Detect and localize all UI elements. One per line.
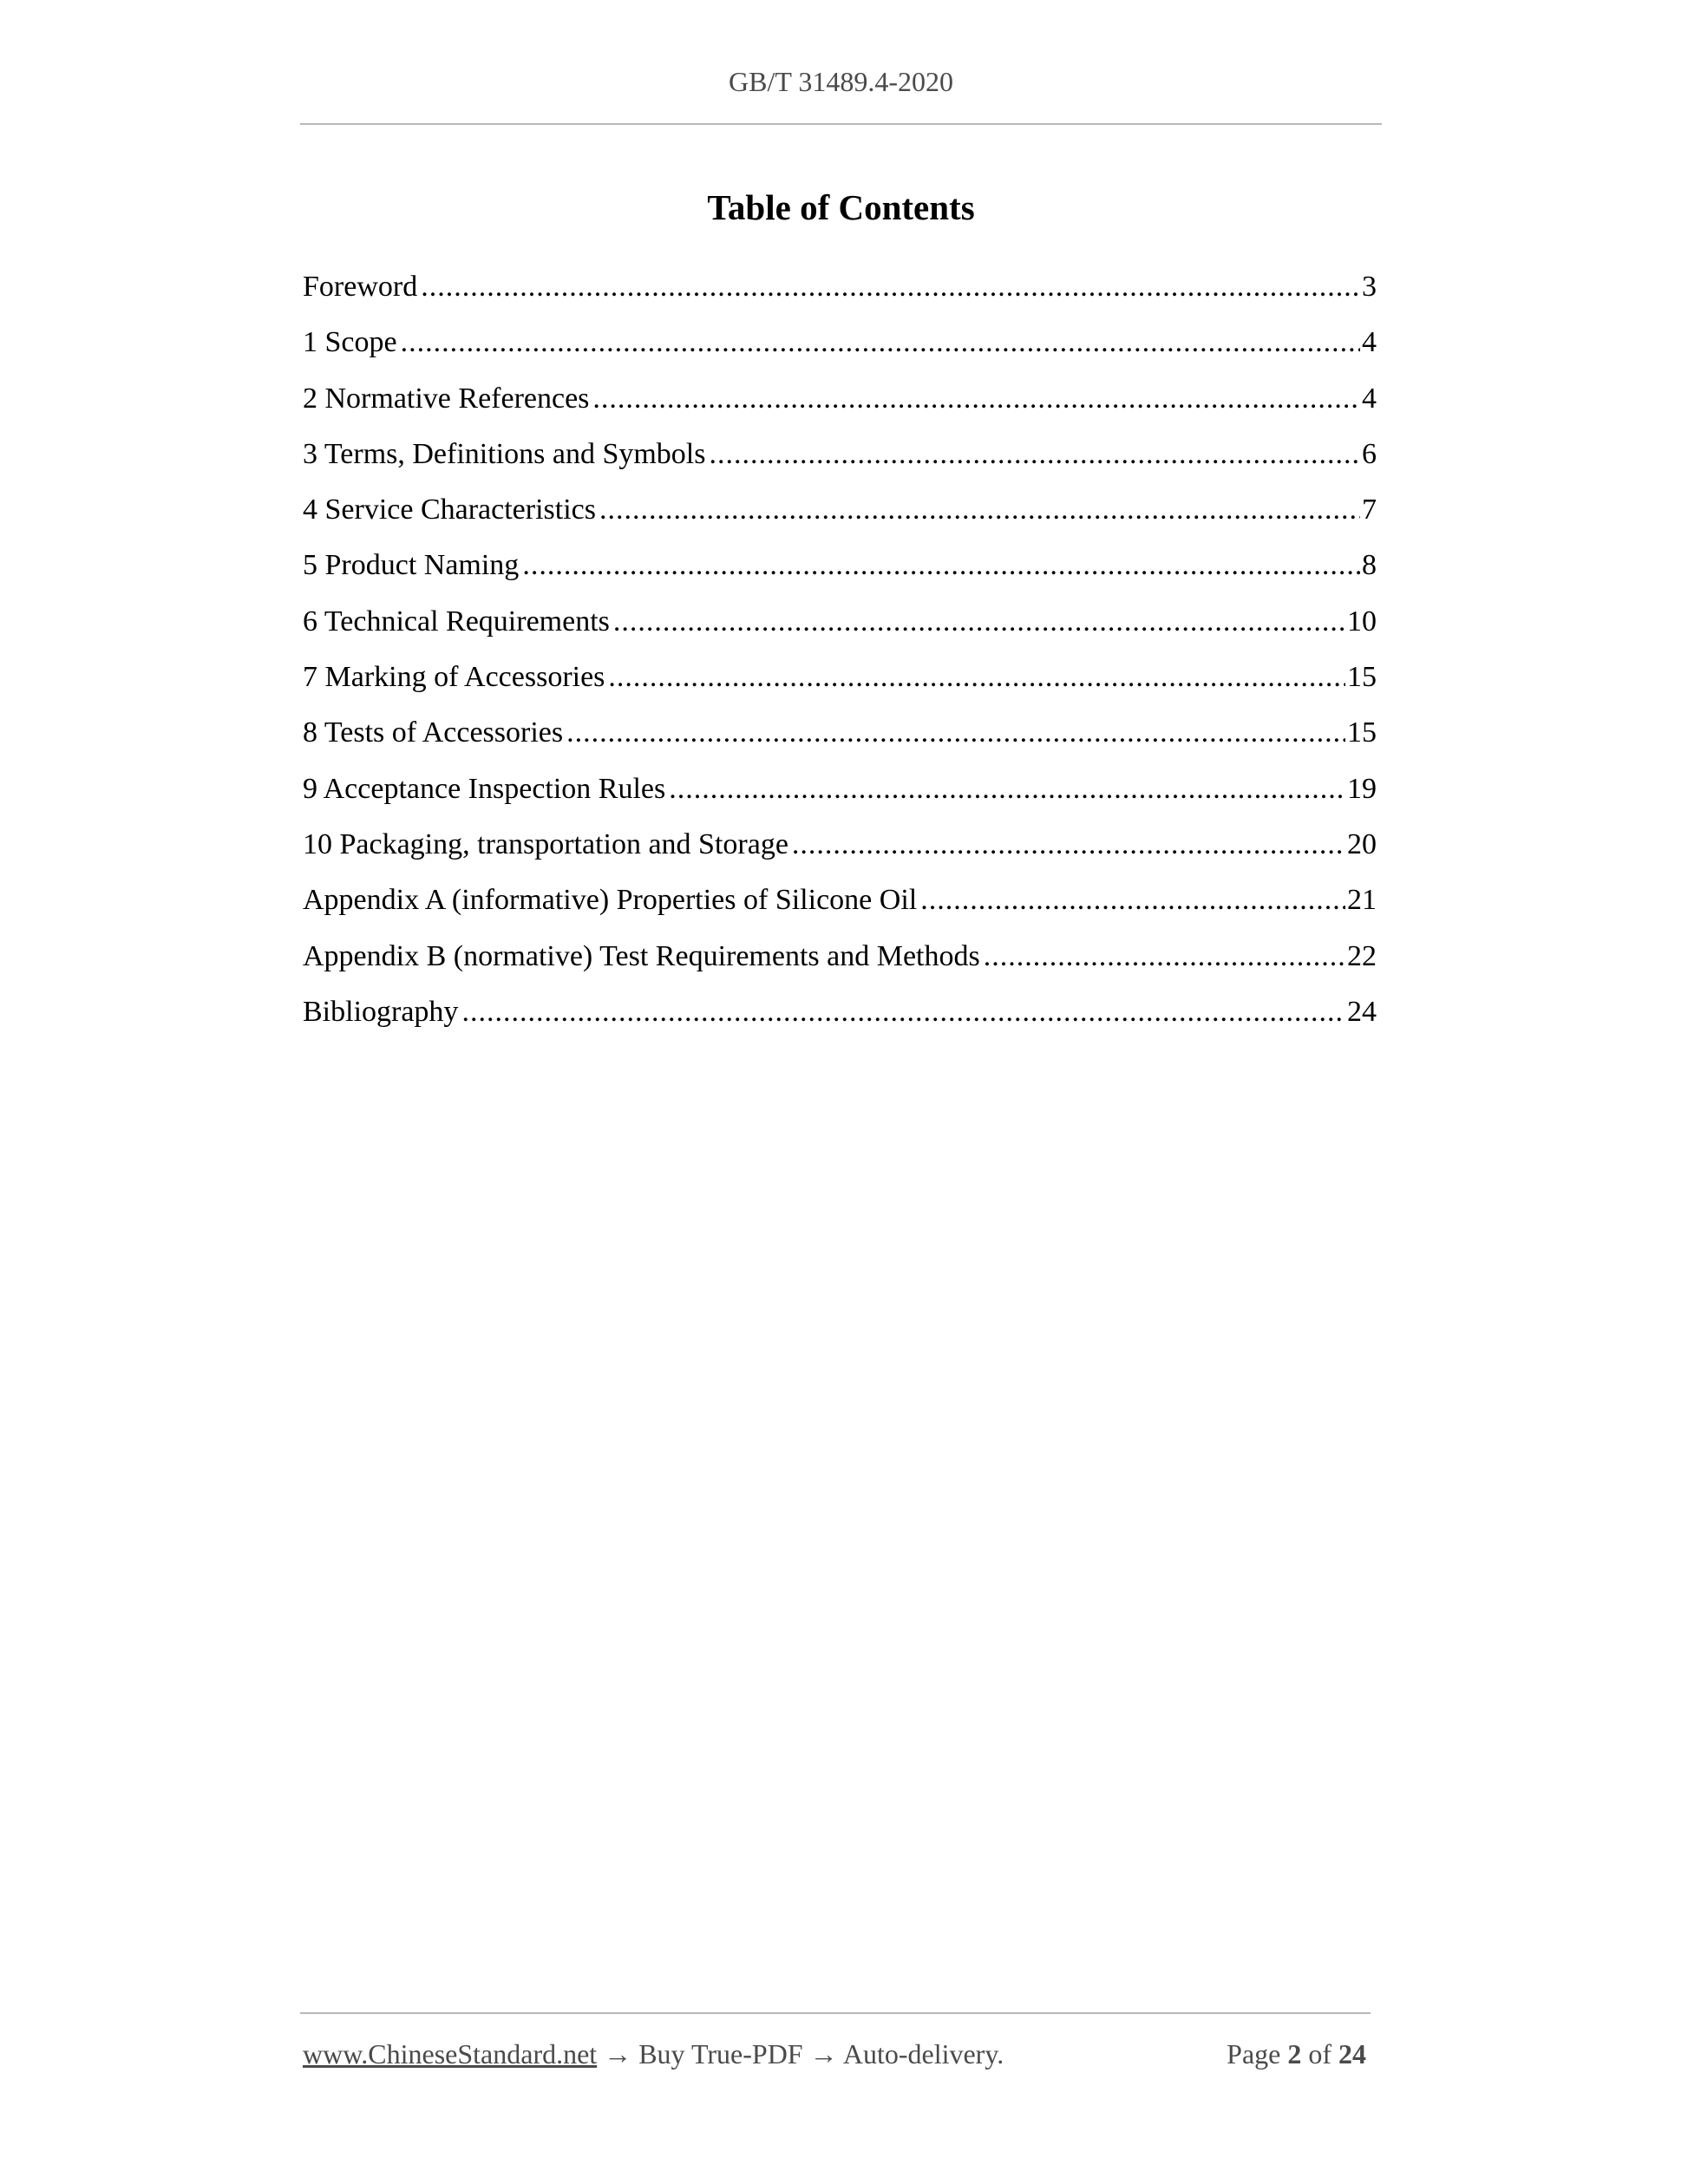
toc-dot-leader <box>608 660 1345 695</box>
toc-entry-page: 22 <box>1347 939 1377 972</box>
toc-entry-packaging-transportation-storage[interactable] <box>303 827 1377 883</box>
toc-dot-leader <box>401 325 1360 360</box>
running-header: GB/T 31489.4-2020 <box>729 66 953 97</box>
toc-entry-label: 10 Packaging, transportation and Storage <box>303 827 788 860</box>
page-indicator <box>1197 2040 1366 2068</box>
toc-dot-leader <box>709 437 1360 472</box>
toc-dot-leader <box>920 883 1345 918</box>
toc-entry-label: 3 Terms, Definitions and Symbols <box>303 437 706 470</box>
toc-entry-marking-of-accessories[interactable] <box>303 660 1377 716</box>
toc-list <box>303 270 1377 1050</box>
current-page-number: 2 <box>1287 2038 1302 2070</box>
footer-promo <box>303 2040 1004 2068</box>
toc-entry-label: Bibliography <box>303 995 459 1028</box>
toc-entry-label: 6 Technical Requirements <box>303 605 610 638</box>
page-word: Page <box>1227 2038 1281 2070</box>
toc-entry-label: 8 Tests of Accessories <box>303 716 564 749</box>
toc-dot-leader <box>566 716 1345 750</box>
toc-entry-page: 15 <box>1347 661 1377 694</box>
toc-entry-page: 19 <box>1347 772 1377 805</box>
toc-entry-tests-of-accessories[interactable] <box>303 716 1377 771</box>
toc-entry-page: 24 <box>1347 995 1377 1028</box>
toc-dot-leader <box>592 382 1360 416</box>
toc-dot-leader <box>421 270 1360 304</box>
toc-entry-appendix-a[interactable] <box>303 883 1377 938</box>
toc-entry-product-naming[interactable] <box>303 548 1377 604</box>
toc-dot-leader <box>522 548 1360 583</box>
toc-entry-acceptance-inspection-rules[interactable] <box>303 772 1377 827</box>
of-word: of <box>1308 2038 1331 2070</box>
arrow-right-icon: → <box>809 2038 838 2070</box>
toc-dot-leader <box>613 605 1345 639</box>
toc-entry-page: 20 <box>1347 827 1377 860</box>
header-divider <box>300 123 1382 125</box>
toc-dot-leader <box>669 772 1345 807</box>
toc-entry-page: 7 <box>1362 494 1377 526</box>
toc-entry-label: 7 Marking of Accessories <box>303 661 605 694</box>
buy-true-pdf-text: Buy True-PDF <box>638 2038 803 2070</box>
toc-entry-foreword[interactable] <box>303 270 1377 325</box>
toc-entry-label: 5 Product Naming <box>303 549 520 582</box>
toc-entry-page: 4 <box>1362 382 1377 415</box>
toc-dot-leader <box>792 827 1345 862</box>
toc-entry-appendix-b[interactable] <box>303 939 1377 995</box>
toc-entry-page: 15 <box>1347 716 1377 749</box>
toc-entry-label: Appendix B (normative) Test Requirements and Methods <box>303 939 980 972</box>
toc-entry-bibliography[interactable] <box>303 995 1377 1050</box>
toc-dot-leader <box>984 939 1345 974</box>
toc-entry-page: 8 <box>1362 549 1377 582</box>
toc-entry-service-characteristics[interactable] <box>303 493 1377 548</box>
auto-delivery-text: Auto-delivery. <box>842 2038 1004 2070</box>
toc-dot-leader <box>461 995 1345 1030</box>
toc-entry-page: 3 <box>1362 271 1377 303</box>
toc-entry-label: Appendix A (informative) Properties of Silicone Oil <box>303 884 918 917</box>
footer-divider <box>300 2012 1371 2014</box>
toc-entry-normative-references[interactable] <box>303 382 1377 437</box>
toc-entry-label: 1 Scope <box>303 326 397 359</box>
toc-dot-leader <box>599 493 1360 527</box>
toc-entry-terms-definitions[interactable] <box>303 437 1377 493</box>
toc-entry-label: 2 Normative References <box>303 382 590 415</box>
toc-entry-page: 6 <box>1362 437 1377 470</box>
toc-entry-scope[interactable] <box>303 325 1377 381</box>
total-pages-number: 24 <box>1338 2038 1366 2070</box>
toc-entry-page: 4 <box>1362 326 1377 359</box>
toc-entry-technical-requirements[interactable] <box>303 605 1377 660</box>
site-link[interactable]: www.ChineseStandard.net <box>303 2038 598 2070</box>
toc-entry-label: 4 Service Characteristics <box>303 494 596 526</box>
toc-entry-page: 10 <box>1347 605 1377 638</box>
toc-entry-label: 9 Acceptance Inspection Rules <box>303 772 666 805</box>
arrow-right-icon: → <box>604 2038 632 2070</box>
toc-entry-page: 21 <box>1347 884 1377 917</box>
toc-title: Table of Contents <box>707 187 975 227</box>
toc-entry-label: Foreword <box>303 271 418 303</box>
